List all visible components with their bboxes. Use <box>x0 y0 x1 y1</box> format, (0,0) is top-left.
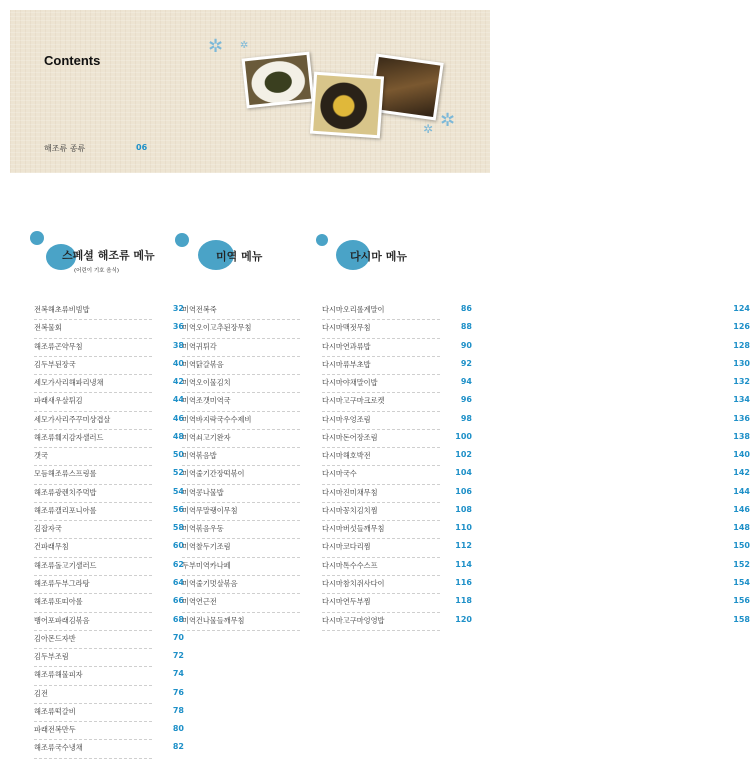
toc-entry-name: 미역콩나물밥 <box>182 487 224 497</box>
toc-entry-page: 158 <box>733 614 750 624</box>
toc-entry-name: 갯국 <box>34 451 48 461</box>
decor-blob <box>316 234 328 246</box>
toc-entry-page: 80 <box>172 724 184 734</box>
toc-entry-page: 126 <box>733 322 750 332</box>
toc-entry-page: 148 <box>733 523 750 533</box>
section-title: 다시마 메뉴 <box>350 250 407 263</box>
dotted-divider <box>322 630 440 631</box>
toc-entry-name: 다시마코다리찜 <box>322 542 371 552</box>
dotted-divider <box>182 338 300 339</box>
star-icon: ✲ <box>208 36 224 57</box>
toc-entry-page: 68 <box>172 614 184 624</box>
toc-entry-name: 파래새우살튀김 <box>34 396 83 406</box>
toc-entry-page: 32 <box>172 304 184 313</box>
dotted-divider <box>34 520 152 521</box>
toc-entry-page: 70 <box>172 632 184 642</box>
dotted-divider <box>34 319 152 320</box>
toc-entry-page: 44 <box>172 395 184 405</box>
toc-entry-name: 다시마진미채무침 <box>322 487 378 497</box>
toc-entry-page: 98 <box>460 413 472 423</box>
toc-entry-name: 다시마연과류밥 <box>322 341 371 351</box>
toc-entry-name: 다시마참치쥐사다이 <box>322 578 385 588</box>
dotted-divider <box>182 502 300 503</box>
toc-entry-page: 102 <box>455 450 472 460</box>
toc-entry-name: 뱅어포파래김볶음 <box>34 615 90 625</box>
dotted-divider <box>182 374 300 375</box>
toc-entry-name: 미역바지락국수수제비 <box>182 414 252 424</box>
dotted-divider <box>182 465 300 466</box>
dotted-divider <box>322 338 440 339</box>
toc-entry-page: 90 <box>460 340 472 350</box>
toc-entry-page: 146 <box>733 504 750 514</box>
dotted-divider <box>34 429 152 430</box>
dotted-divider <box>34 484 152 485</box>
food-photo-seaweed-bowl <box>242 52 315 109</box>
toc-entry-name: 김아몬드자반 <box>34 633 76 643</box>
toc-entry-name: 미역찰두기조림 <box>182 542 231 552</box>
toc-entry-page: 86 <box>460 304 472 313</box>
dotted-divider <box>322 374 440 375</box>
toc-entry-page: 96 <box>460 395 472 405</box>
star-icon: ✲ <box>440 110 456 131</box>
dotted-divider <box>34 411 152 412</box>
toc-entry-name: 미역닭갈볶음 <box>182 359 224 369</box>
dotted-divider <box>322 538 440 539</box>
toc-entry-name: 미역볶음우동 <box>182 524 224 534</box>
dotted-divider <box>182 612 300 613</box>
dotted-divider <box>34 502 152 503</box>
dotted-divider <box>34 575 152 576</box>
toc-entry-page: 112 <box>455 541 472 551</box>
toc-entry-name: 다시마꽁치김치찜 <box>322 505 378 515</box>
toc-entry-name: 미역줄기간장떡볶이 <box>182 469 245 479</box>
toc-entry-name: 다시마연두부찜 <box>322 597 371 607</box>
toc-entry-page: 132 <box>733 377 750 387</box>
toc-entry-page: 88 <box>460 322 472 332</box>
dotted-divider <box>34 739 152 740</box>
dotted-divider <box>182 319 300 320</box>
dotted-divider <box>182 411 300 412</box>
toc-entry-name: 해조류 종류 <box>44 144 86 153</box>
toc-entry-page: 144 <box>733 486 750 496</box>
toc-entry-name: 전복해초류비빔밥 <box>34 305 90 314</box>
toc-entry-page: 72 <box>172 651 184 661</box>
dotted-divider <box>182 484 300 485</box>
toc-entry-name: 세모가사리주꾸미샹겹살 <box>34 414 111 424</box>
dotted-divider <box>34 612 152 613</box>
dotted-divider <box>182 575 300 576</box>
toc-entry-name: 김두부조림 <box>34 652 69 662</box>
dotted-divider <box>322 484 440 485</box>
toc-entry-name: 해조류떡갈비 <box>34 706 76 716</box>
toc-entry-name: 미역건나물들깨무침 <box>182 615 245 625</box>
toc-entry-name: 건파래무침 <box>34 542 69 552</box>
toc-entry-name: 해조류두부그라탕 <box>34 578 90 588</box>
toc-entry-page: 138 <box>733 431 750 441</box>
toc-entry-page: 108 <box>455 504 472 514</box>
toc-entry-page: 134 <box>733 395 750 405</box>
dotted-divider <box>322 411 440 412</box>
toc-entry-page: 154 <box>733 577 750 587</box>
toc-entry-name: 다시마돈어장조림 <box>322 432 378 442</box>
toc-entry-name: 파래전복만두 <box>34 725 76 735</box>
toc-entry-page: 116 <box>455 577 472 587</box>
toc-entry-page: 92 <box>460 358 472 368</box>
toc-entry-name: 미역무말랭이무침 <box>182 505 238 515</box>
toc-entry-page: 54 <box>172 486 184 496</box>
toc-entry-page: 46 <box>172 413 184 423</box>
dotted-divider <box>34 593 152 594</box>
toc-entry-page: 106 <box>455 486 472 496</box>
toc-entry-name: 다시마톡수수스프 <box>322 560 378 570</box>
dotted-divider <box>182 538 300 539</box>
toc-entry-page: 60 <box>172 541 184 551</box>
dotted-divider <box>182 520 300 521</box>
toc-entry-page: 124 <box>733 304 750 313</box>
dotted-divider <box>182 447 300 448</box>
toc-entry-name: 미역연근전 <box>182 597 217 607</box>
dotted-divider <box>322 557 440 558</box>
toc-entry-name: 다시마해호박전 <box>322 451 371 461</box>
dotted-divider <box>34 338 152 339</box>
toc-entry-name: 미역전복죽 <box>182 305 217 314</box>
toc-entry-name: 해조류캘리포니아롤 <box>34 505 97 515</box>
toc-entry-name: 미역줄기멋살볶음 <box>182 578 238 588</box>
toc-entry-page: 152 <box>733 559 750 569</box>
decor-blob <box>30 231 44 245</box>
header-banner <box>10 10 490 173</box>
dotted-divider <box>34 538 152 539</box>
dotted-divider <box>34 685 152 686</box>
toc-entry-page: 142 <box>733 468 750 478</box>
dotted-divider <box>34 465 152 466</box>
dotted-divider <box>34 721 152 722</box>
toc-entry-name: 해조류해물피자 <box>34 670 83 680</box>
toc-entry-page: 104 <box>455 468 472 478</box>
toc-entry-page: 100 <box>455 431 472 441</box>
toc-entry-page: 66 <box>172 596 184 606</box>
toc-entry-name: 다시마고구마엉영밥 <box>322 615 385 625</box>
section-subtitle: (어린이 기호 음식) <box>74 268 119 274</box>
toc-entry-name: 다시마야채말이밥 <box>322 378 378 388</box>
dotted-divider <box>322 392 440 393</box>
toc-entry-page: 114 <box>455 559 472 569</box>
dotted-divider <box>322 429 440 430</box>
toc-entry-name: 다시마국수 <box>322 469 357 479</box>
dotted-divider <box>34 758 152 759</box>
toc-entry-name: 세모가사리해파리냉채 <box>34 378 104 388</box>
toc-entry-page: 50 <box>172 450 184 460</box>
toc-entry-page: 78 <box>172 705 184 715</box>
toc-entry-page: 128 <box>733 340 750 350</box>
star-icon: ✲ <box>423 122 434 136</box>
toc-entry-page: 74 <box>172 669 184 679</box>
toc-entry-name: 해조류훼지감자샐러드 <box>34 432 104 442</box>
toc-entry-page: 56 <box>172 504 184 514</box>
toc-entry-name: 다시마우엉조림 <box>322 414 371 424</box>
toc-entry-page: 06 <box>136 143 148 152</box>
toc-entry-name: 미역쇠고기완자 <box>182 432 231 442</box>
toc-entry-page: 130 <box>733 358 750 368</box>
toc-entry-name: 두부미역카나페 <box>182 560 231 570</box>
toc-entry-page: 136 <box>733 413 750 423</box>
dotted-divider <box>182 356 300 357</box>
dotted-divider <box>34 356 152 357</box>
star-icon: ✲ <box>240 40 249 51</box>
toc-entry-name: 김두부된장국 <box>34 359 76 369</box>
toc-entry-page: 62 <box>172 559 184 569</box>
dotted-divider <box>322 612 440 613</box>
dotted-divider <box>182 557 300 558</box>
dotted-divider <box>322 356 440 357</box>
dotted-divider <box>34 666 152 667</box>
dotted-divider <box>182 392 300 393</box>
toc-entry-page: 82 <box>172 742 184 752</box>
toc-entry-page: 76 <box>172 687 184 697</box>
toc-entry-page: 120 <box>455 614 472 624</box>
dotted-divider <box>34 703 152 704</box>
dotted-divider <box>322 520 440 521</box>
toc-entry-name: 미역오이고추된장무침 <box>182 323 252 333</box>
dotted-divider <box>322 319 440 320</box>
toc-entry-page: 58 <box>172 523 184 533</box>
dotted-divider <box>34 630 152 631</box>
dotted-divider <box>322 465 440 466</box>
dotted-divider <box>182 429 300 430</box>
toc-entry-name: 다시마류부초밥 <box>322 359 371 369</box>
toc-entry-name: 다시마맥젓무침 <box>322 323 371 333</box>
dotted-divider <box>34 648 152 649</box>
toc-entry-page: 36 <box>172 322 184 332</box>
dotted-divider <box>322 575 440 576</box>
toc-entry-page: 64 <box>172 577 184 587</box>
dotted-divider <box>34 557 152 558</box>
toc-entry-name: 미역귀튀각 <box>182 341 217 351</box>
toc-entry-name: 미역오이물김치 <box>182 378 231 388</box>
toc-entry-name: 전복물회 <box>34 323 62 333</box>
toc-entry-page: 156 <box>733 596 750 606</box>
toc-entry-page: 38 <box>172 340 184 350</box>
dotted-divider <box>322 447 440 448</box>
dotted-divider <box>34 374 152 375</box>
toc-entry-page: 42 <box>172 377 184 387</box>
toc-entry-name: 다시마버섯들깨무침 <box>322 524 385 534</box>
toc-entry-name: 해조류국수냉채 <box>34 743 83 753</box>
toc-entry-name: 미역조갯미역국 <box>182 396 231 406</box>
section-title: 스페셜 해조류 메뉴 <box>62 249 155 262</box>
toc-entry-name: 다시마오리롤계말이 <box>322 305 385 314</box>
toc-entry-name: 해조류광렌치주먹밥 <box>34 487 97 497</box>
dotted-divider <box>34 447 152 448</box>
dotted-divider <box>322 502 440 503</box>
toc-entry-page: 52 <box>172 468 184 478</box>
section-title: 미역 메뉴 <box>216 250 263 263</box>
toc-entry-page: 140 <box>733 450 750 460</box>
toc-entry-page: 110 <box>455 523 472 533</box>
toc-entry-page: 94 <box>460 377 472 387</box>
toc-entry-page: 40 <box>172 358 184 368</box>
toc-entry-name: 모듬해조류스프링롤 <box>34 469 97 479</box>
toc-entry-name: 해조류곤약무침 <box>34 341 83 351</box>
dotted-divider <box>322 593 440 594</box>
food-photo-rice-bowl <box>310 72 384 139</box>
dotted-divider <box>34 392 152 393</box>
toc-entry-name: 김잡자국 <box>34 524 62 534</box>
toc-entry-page: 150 <box>733 541 750 551</box>
dotted-divider <box>182 593 300 594</box>
dotted-divider <box>182 630 300 631</box>
page-title: Contents <box>44 53 101 68</box>
decor-blob <box>175 233 189 247</box>
toc-entry-page: 118 <box>455 596 472 606</box>
toc-entry-page: 48 <box>172 431 184 441</box>
toc-entry-name: 해조류또띠아롤 <box>34 597 83 607</box>
toc-entry-name: 다시마고구마크로켓 <box>322 396 385 406</box>
toc-entry-name: 김전 <box>34 688 48 698</box>
toc-entry-name: 미역볶음밥 <box>182 451 217 461</box>
toc-entry-name: 해조류돌고기샐러드 <box>34 560 97 570</box>
